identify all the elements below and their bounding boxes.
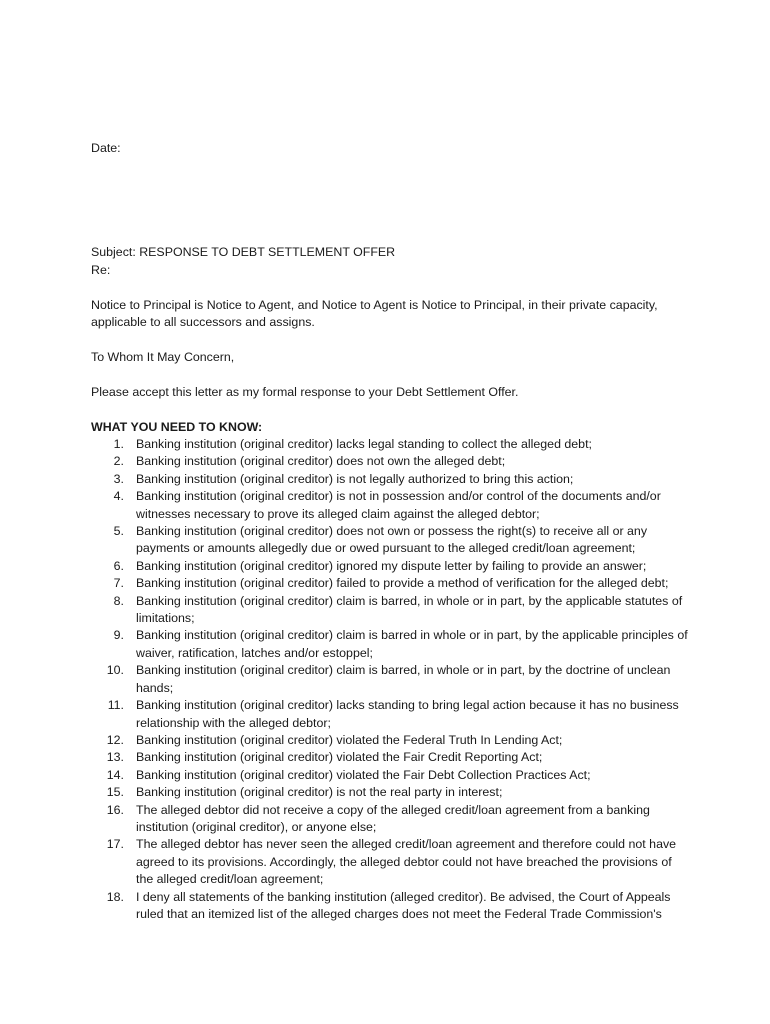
list-item-text-line: ruled that an itemized list of the alleged charges does not meet the Federal Trade Commission's [136,906,662,921]
list-item-number: 4. [113,489,124,504]
list-item-number: 9. [113,628,124,643]
list-item-number: 12. [106,732,124,747]
re-line: Re: [91,263,111,277]
list-item-text-line: waiver, ratification, latches and/or estoppel; [136,645,373,660]
list-item-number: 17. [106,837,124,852]
list-item-text-line: payments or amounts allegedly due or owed pursuant to the alleged credit/loan agreement; [136,541,636,556]
list-item-text-line: The alleged debtor did not receive a copy of the alleged credit/loan agreement from a banking [136,802,650,817]
list-item-number: 2. [113,454,124,469]
list-item-text-line: relationship with the alleged debtor; [136,715,331,730]
list-item-number: 6. [113,558,124,573]
list-item-text-line: Banking institution (original creditor) does not own or possess the right(s) to receive all or any [136,524,648,539]
list-item [91,593,711,628]
list-item [91,436,711,453]
list-item-text-line: I deny all statements of the banking institution (alleged creditor). Be advised, the Court of Appeals [136,889,671,904]
notice-line-1: Notice to Principal is Notice to Agent, and Notice to Agent is Notice to Principal, in their private capacity, [91,298,658,312]
list-item-text-line: Banking institution (original creditor) is not legally authorized to bring this action; [136,471,574,486]
list-item-text-line: Banking institution (original creditor) failed to provide a method of verification for the alleged debt; [136,576,669,591]
list-item-text-line: Banking institution (original creditor) claim is barred, in whole or in part, by the doctrine of unclean [136,663,671,678]
intro-paragraph: Please accept this letter as my formal response to your Debt Settlement Offer. [91,385,519,399]
list-item [91,523,711,558]
list-item-text-line: The alleged debtor has never seen the alleged credit/loan agreement and therefore could not have [136,837,677,852]
list-item [91,558,711,575]
date-label: Date: [91,141,121,155]
list-item-text-line: Banking institution (original creditor) lacks legal standing to collect the alleged debt; [136,437,592,451]
list-item [91,627,711,662]
list-item-text-line: limitations; [136,611,195,626]
list-item-text-line: Banking institution (original creditor) lacks standing to bring legal action because it has no business [136,698,679,713]
salutation: To Whom It May Concern, [91,350,235,364]
list-item-text-line: Banking institution (original creditor) is not in possession and/or control of the documents and/or [136,489,661,504]
list-item [91,697,711,732]
list-item [91,471,711,488]
list-item [91,836,711,888]
list-item-number: 3. [113,471,124,486]
list-item [91,575,711,592]
list-item [91,453,711,470]
list-item-text-line: witnesses necessary to prove its alleged claim against the alleged debtor; [136,506,540,521]
list-item-text-line: Banking institution (original creditor) violated the Federal Truth In Lending Act; [136,732,563,747]
list-item-number: 15. [106,785,124,800]
list-item-text-line: agreed to its provisions. Accordingly, the alleged debtor could not have breached the provisions of [136,854,672,869]
list-item-text-line: institution (original creditor), or anyone else; [136,819,377,834]
subject-line: Subject: RESPONSE TO DEBT SETTLEMENT OFFER [91,245,396,259]
list-item [91,767,711,784]
list-item [91,749,711,766]
list-item [91,662,711,697]
list-item-text-line: Banking institution (original creditor) ignored my dispute letter by failing to provide an answer; [136,558,647,573]
list-item-text-line: Banking institution (original creditor) violated the Fair Credit Reporting Act; [136,750,543,765]
list-item-number: 11. [107,698,124,713]
list-item [91,488,711,523]
list-item-number: 7. [113,576,124,591]
list-item [91,784,711,801]
list-item-text-line: Banking institution (original creditor) claim is barred, in whole or in part, by the applicable statutes of [136,593,683,608]
section-heading: WHAT YOU NEED TO KNOW: [91,420,263,434]
list-item-text-line: the alleged credit/loan agreement; [136,872,324,887]
list-item [91,732,711,749]
list-item-number: 14. [106,767,124,782]
list-item-number: 13. [106,750,124,765]
list-item [91,889,711,924]
list-item-text-line: Banking institution (original creditor) violated the Fair Debt Collection Practices Act; [136,767,591,782]
list-item [91,802,711,837]
list-item-number: 1. [113,437,124,451]
list-item-number: 10. [106,663,124,678]
list-item-number: 18. [106,889,124,904]
list-item-text-line: hands; [136,680,174,695]
list-item-text-line: Banking institution (original creditor) is not the real party in interest; [136,785,503,800]
list-item-text-line: Banking institution (original creditor) does not own the alleged debt; [136,454,506,469]
numbered-list [91,436,711,923]
list-item-number: 16. [106,802,124,817]
list-item-number: 8. [113,593,124,608]
list-item-number: 5. [113,524,124,539]
notice-line-2: applicable to all successors and assigns. [91,315,315,329]
list-item-text-line: Banking institution (original creditor) claim is barred in whole or in part, by the applicable principles of [136,628,688,643]
